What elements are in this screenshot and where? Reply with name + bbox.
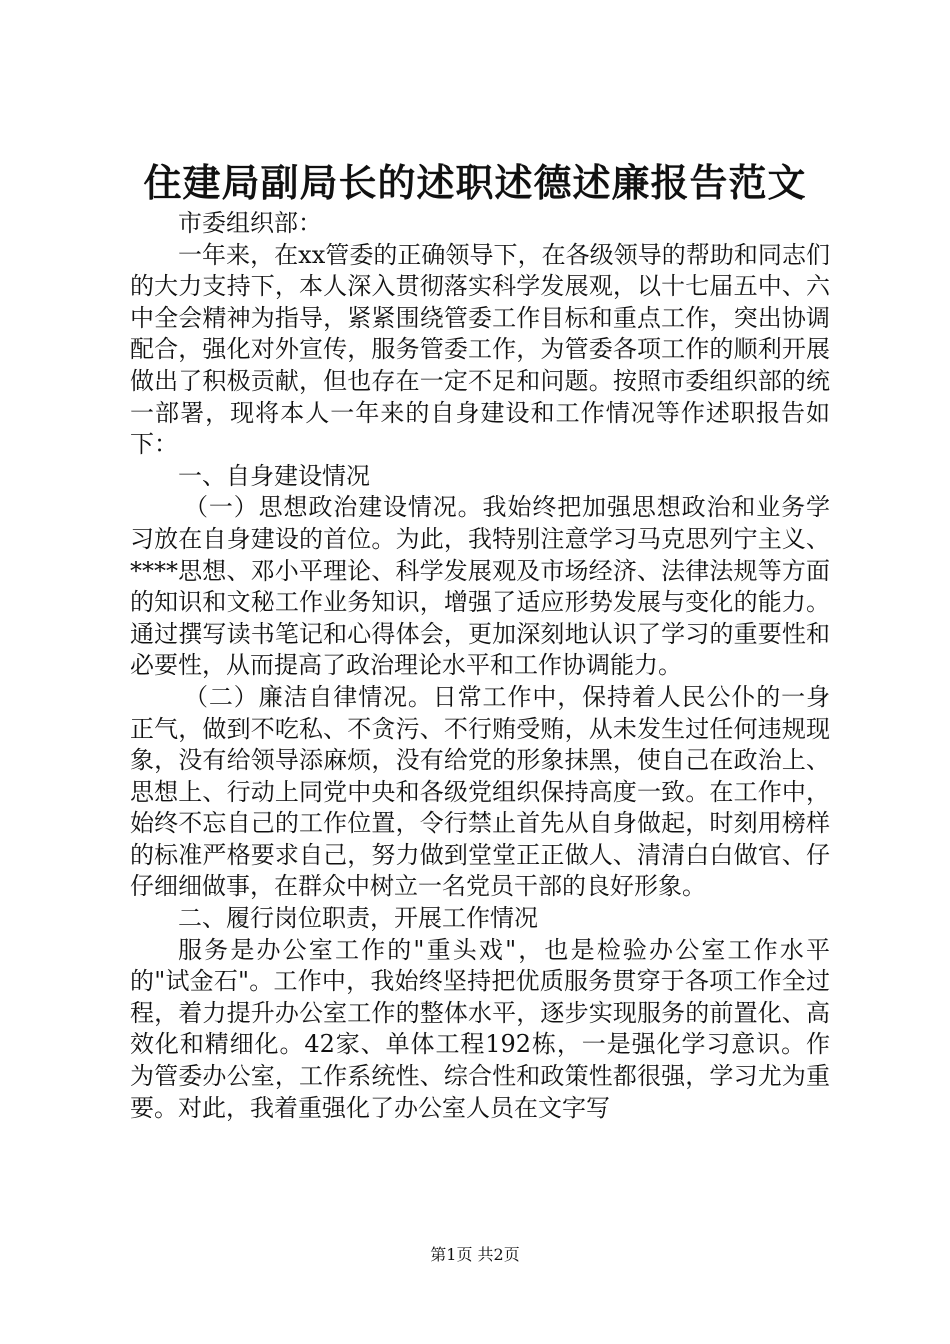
paragraph-intro: 一年来，在xx管委的正确领导下，在各级领导的帮助和同志们的大力支持下，本人深入贯彻落实科学发展观，以十七届五中、六中全会精神为指导，紧紧围绕管委工作目标和重点工作，突出协调配合，强化对外宣传，服务管委工作，为管委各项工作的顺利开展做出了积极贡献，但也存在一定不足和问题。按照市委组织部的统一部署，现将本人一年来的自身建设和工作情况等作述职报告如下： <box>130 240 830 459</box>
paragraph-service: 服务是办公室工作的"重头戏"，也是检验办公室工作水平的"试金石"。工作中，我始终坚持把优质服务贯穿于各项工作全过程，着力提升办公室工作的整体水平，逐步实现服务的前置化、高效化和精细化。42家、单体工程192栋，一是强化学习意识。作为管委办公室，工作系统性、综合性和政策性都很强，学习尤为重要。对此，我着重强化了办公室人员在文字写 <box>130 935 830 1122</box>
section-heading-1: 一、自身建设情况 <box>178 461 370 490</box>
paragraph-ideology: （一）思想政治建设情况。我始终把加强思想政治和业务学习放在自身建设的首位。为此，我特别注意学习马克思列宁主义、****思想、邓小平理论、科学发展观及市场经济、法律法规等方面的知识和文秘工作业务知识，增强了适应形势发展与变化的能力。通过撰写读书笔记和心得体会，更加深刻地认识了学习的重要性和必要性，从而提高了政治理论水平和工作协调能力。 <box>130 493 830 680</box>
document-body <box>130 208 830 1124</box>
section-heading-2: 二、履行岗位职责，开展工作情况 <box>178 904 538 933</box>
document-title: 住建局副局长的述职述德述廉报告范文 <box>143 160 807 205</box>
paragraph-integrity: （二）廉洁自律情况。日常工作中，保持着人民公仆的一身正气，做到不吃私、不贪污、不行贿受贿，从未发生过任何违规现象，没有给领导添麻烦，没有给党的形象抹黑，使自己在政治上、思想上、行动上同党中央和各级党组织保持高度一致。在工作中，始终不忘自己的工作位置，令行禁止首先从自身做起，时刻用榜样的标准严格要求自己，努力做到堂堂正正做人、清清白白做官、仔仔细细做事，在群众中树立一名党员干部的良好形象。 <box>130 682 830 901</box>
page-number: 第1页 共2页 <box>430 1245 520 1264</box>
salutation: 市委组织部： <box>178 209 322 237</box>
